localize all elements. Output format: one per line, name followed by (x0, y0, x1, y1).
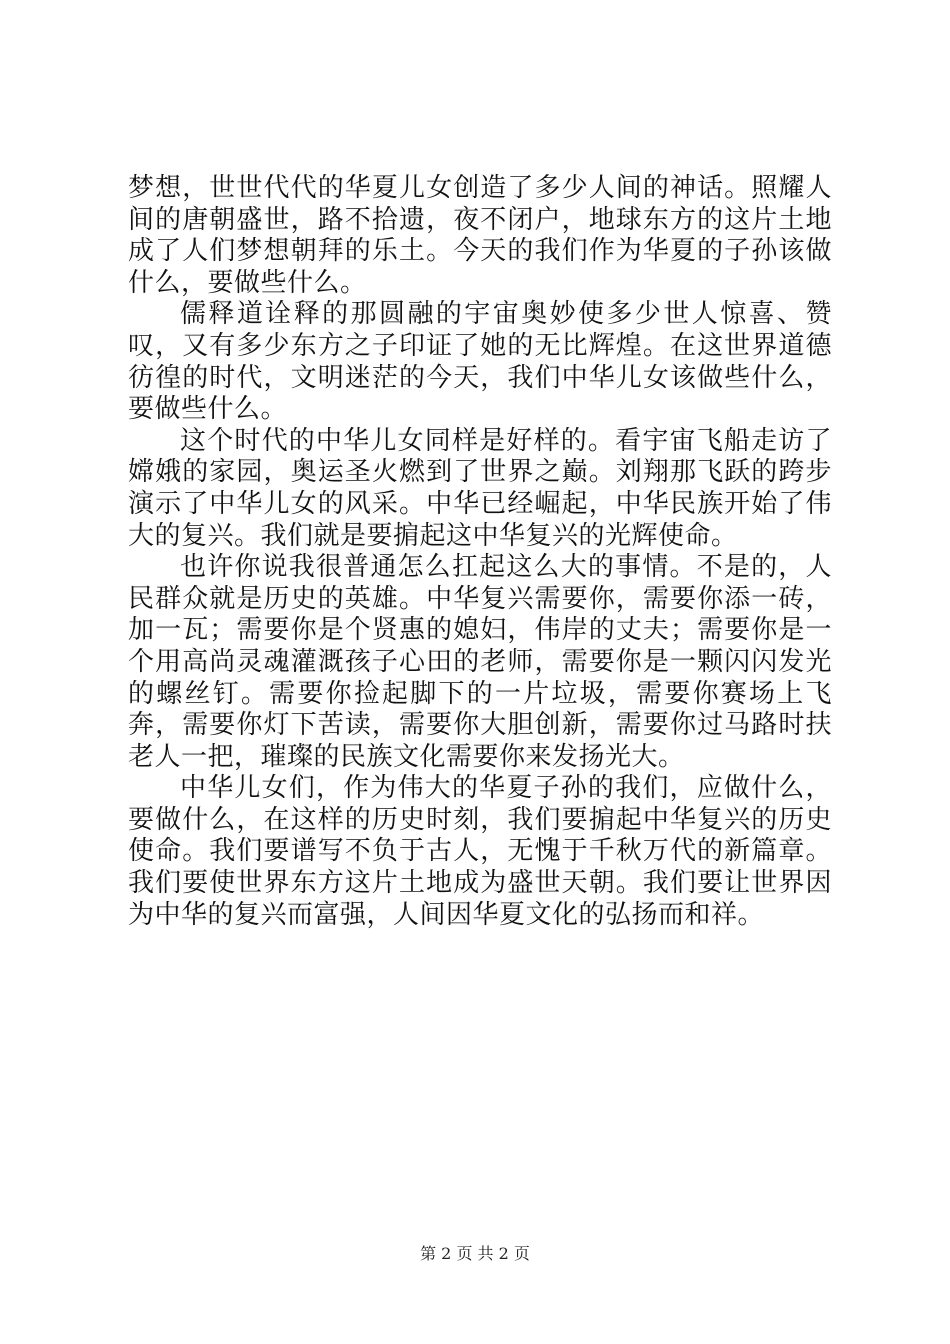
page-footer: 第 2 页 共 2 页 (420, 1244, 530, 1263)
paragraph-5: 中华儿女们，作为伟大的华夏子孙的我们，应做什么，要做什么，在这样的历史时刻，我们要掮起中华复兴的历史使命。我们要谱写不负于古人，无愧于千秋万代的新篇章。我们要使世界东方这片土地成为盛世天朝。我们要让世界因为中华的复兴而富强，人间因华夏文化的弘扬而和祥。 (128, 773, 832, 930)
paragraph-2: 儒释道诠释的那圆融的宇宙奥妙使多少世人惊喜、赞叹，又有多少东方之子印证了她的无比辉煌。在这世界道德彷徨的时代，文明迷茫的今天，我们中华儿女该做些什么，要做些什么。 (128, 299, 832, 425)
document-body (128, 173, 832, 931)
paragraph-4: 也许你说我很普通怎么扛起这么大的事情。不是的，人民群众就是历史的英雄。中华复兴需要你，需要你添一砖，加一瓦；需要你是个贤惠的媳妇，伟岸的丈夫；需要你是一个用高尚灵魂灌溉孩子心田的老师，需要你是一颗闪闪发光的螺丝钉。需要你捡起脚下的一片垃圾，需要你赛场上飞奔，需要你灯下苦读，需要你大胆创新，需要你过马路时扶老人一把，璀璨的民族文化需要你来发扬光大。 (128, 552, 832, 772)
paragraph-3: 这个时代的中华儿女同样是好样的。看宇宙飞船走访了嫦娥的家园，奥运圣火燃到了世界之巅。刘翔那飞跃的跨步演示了中华儿女的风采。中华已经崛起，中华民族开始了伟大的复兴。我们就是要掮起这中华复兴的光辉使命。 (128, 425, 832, 551)
paragraph-1: 梦想，世世代代的华夏儿女创造了多少人间的神话。照耀人间的唐朝盛世，路不拾遗，夜不闭户，地球东方的这片土地成了人们梦想朝拜的乐土。今天的我们作为华夏的子孙该做什么，要做些什么。 (128, 173, 832, 298)
